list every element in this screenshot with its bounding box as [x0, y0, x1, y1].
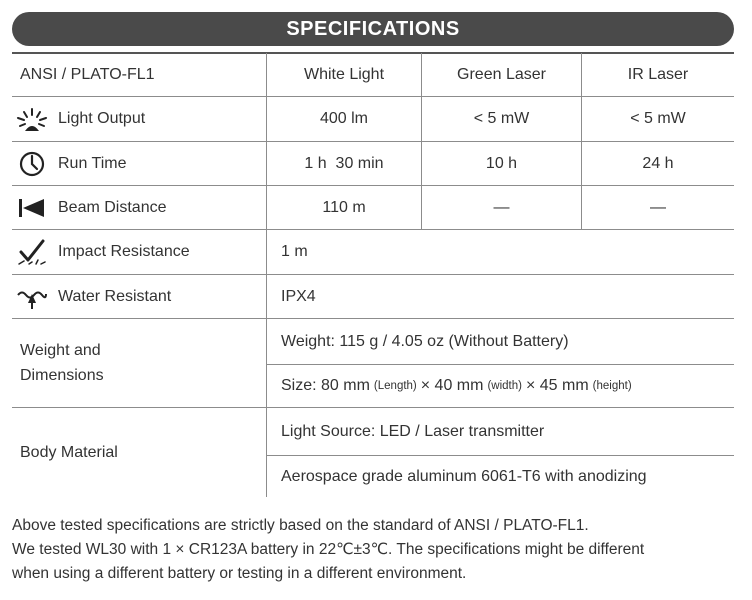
footer-line: when using a different battery or testing in a different environment.: [12, 565, 467, 582]
banner-title: SPECIFICATIONS: [286, 17, 460, 40]
footer-line: Above tested specifications are strictly based on the standard of ANSI / PLATO-FL1.: [12, 517, 589, 534]
value-white-light-runtime: 1 h 30 min: [304, 154, 384, 172]
beam-distance-icon: [16, 194, 48, 222]
size-width-value: × 40 mm: [420, 377, 484, 394]
size-length-note: (Length): [373, 380, 417, 392]
row-label-text: Beam Distance: [58, 198, 167, 216]
standard-text: ANSI / PLATO-FL1: [20, 65, 155, 83]
water-resistant-icon: [16, 283, 48, 311]
size-width-note: (width): [487, 380, 522, 392]
column-header-white-light: White Light: [303, 65, 385, 83]
value-size: [281, 365, 632, 407]
value-water-resistant: IPX4: [281, 287, 316, 305]
value-light-source: Light Source: LED / Laser transmitter: [281, 422, 545, 440]
row-label-text: Run Time: [58, 154, 127, 172]
row-label-beam-distance: [16, 186, 167, 229]
size-height-value: × 45 mm: [525, 377, 589, 394]
row-label-weight-dimensions: [20, 319, 260, 407]
size-height-note: (height): [592, 380, 632, 392]
light-output-icon: [16, 105, 48, 133]
value-white-light-beam: 110 m: [322, 198, 366, 216]
specifications-banner: [12, 12, 734, 46]
value-body-material: Aerospace grade aluminum 6061-T6 with anodizing: [281, 467, 647, 485]
clock-icon: [16, 150, 48, 178]
footer-line: We tested WL30 with 1 × CR123A battery in 22℃±3℃. The specifications might be different: [12, 541, 645, 558]
size-prefix: Size: 80 mm: [281, 377, 370, 394]
row-label-body-material: Body Material: [20, 443, 118, 461]
row-label-run-time: [16, 142, 126, 185]
column-header-green-laser: Green Laser: [457, 65, 546, 83]
value-ir-laser-output: < 5 mW: [630, 110, 686, 127]
value-white-light-output: 400 lm: [319, 110, 369, 127]
standard-label: [20, 53, 155, 96]
row-label-text: Light Output: [58, 110, 146, 127]
row-label-light-output: [16, 97, 145, 141]
impact-resistance-icon: [16, 238, 48, 266]
value-green-laser-output: < 5 mW: [473, 110, 530, 127]
row-label-text: Dimensions: [20, 367, 104, 384]
value-green-laser-runtime: 10 h: [485, 154, 518, 172]
value-green-laser-beam: —: [493, 198, 510, 216]
row-label-text: Impact Resistance: [58, 243, 190, 260]
row-label-text: Weight and: [20, 342, 101, 359]
row-label-text: Water Resistant: [58, 287, 172, 305]
value-impact-resistance: 1 m: [281, 243, 308, 260]
value-ir-laser-beam: —: [650, 198, 666, 216]
value-weight: Weight: 115 g / 4.05 oz (Without Battery): [281, 332, 569, 350]
row-label-water-resistant: [16, 275, 171, 318]
row-label-impact-resistance: [16, 230, 190, 274]
footer-notes: [12, 514, 742, 586]
column-header-ir-laser: IR Laser: [627, 65, 689, 83]
value-ir-laser-runtime: 24 h: [642, 154, 674, 172]
